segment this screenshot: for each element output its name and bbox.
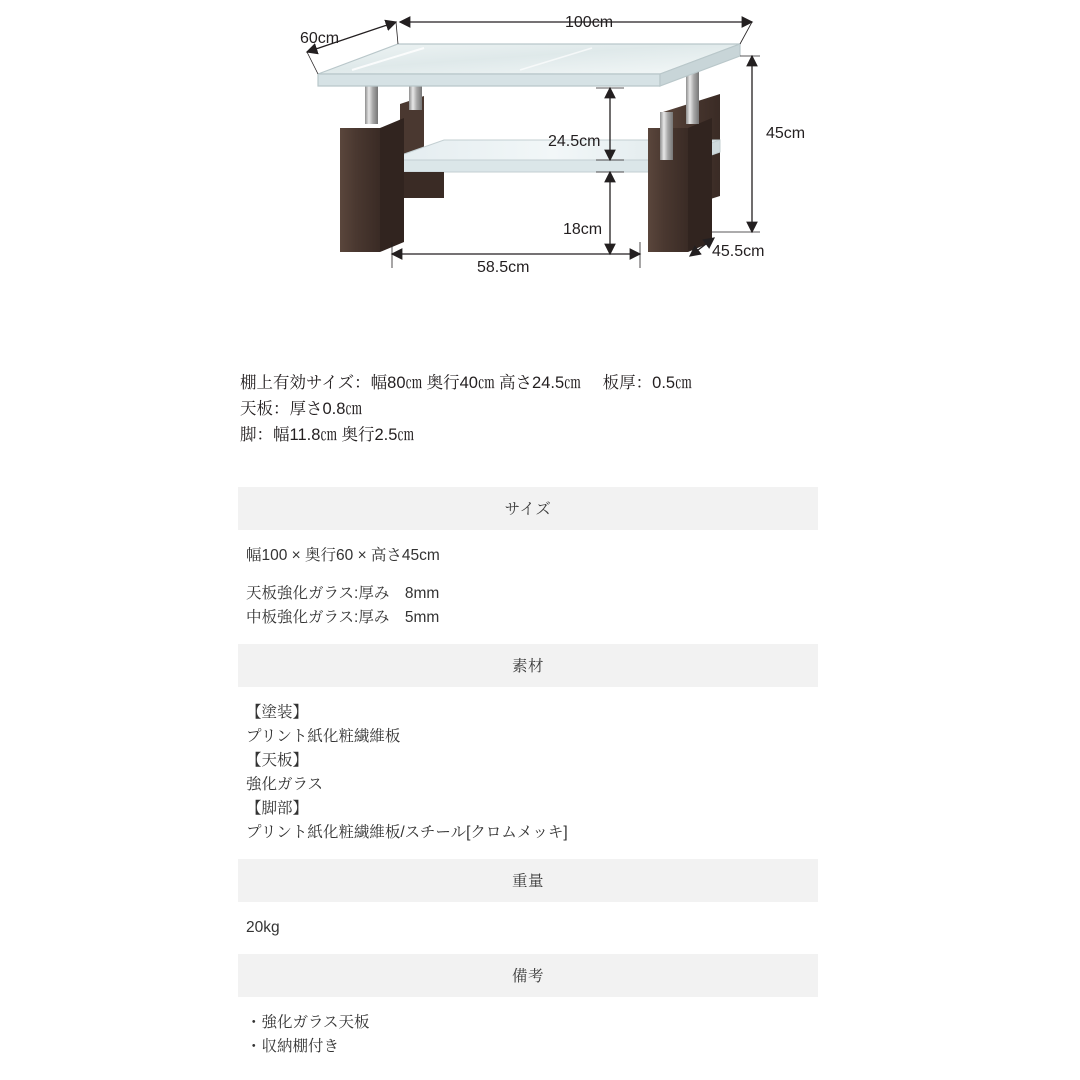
material-line-1: 【塗装】 (246, 704, 309, 721)
weight-line-1: 20kg (246, 919, 280, 936)
chrome-post-front-right (660, 112, 673, 160)
size-line-2: 天板強化ガラス:厚み 8mm (246, 585, 440, 602)
material-line-4: 強化ガラス (246, 776, 324, 793)
table-dimension-diagram (0, 0, 1080, 330)
remarks-line-2: ・収納棚付き (246, 1038, 340, 1055)
spec-note-line-1 (240, 370, 860, 396)
section-body-material (238, 687, 818, 859)
material-line-2: プリント紙化粧繊維板 (246, 728, 401, 745)
dim-label-leg-span-depth: 45.5cm (712, 243, 765, 260)
section-header-material: 素材 (238, 644, 818, 687)
section-header-size: サイズ (238, 487, 818, 530)
dim-label-leg-span-width: 58.5cm (477, 259, 530, 276)
spec-note-line-1a: 棚上有効サイズ：幅80㎝ 奥行40㎝ 高さ24.5㎝ (240, 374, 581, 392)
dim-label-total-height: 45cm (766, 125, 806, 142)
section-header-remarks: 備考 (238, 954, 818, 997)
section-body-size (238, 530, 818, 644)
size-line-3: 中板強化ガラス:厚み 5mm (246, 609, 440, 626)
dim-label-depth-top: 60cm (300, 30, 340, 47)
material-line-5: 【脚部】 (246, 800, 309, 817)
center-bracket (404, 172, 444, 198)
leg-front-right (648, 118, 712, 252)
dim-label-shelf-height: 18cm (563, 221, 603, 238)
material-line-6: プリント紙化粧繊維板/スチール[クロムメッキ] (246, 824, 568, 841)
spec-note-line-1b: 板厚：0.5㎝ (602, 374, 692, 392)
size-spacer (246, 568, 818, 582)
spec-note-line-2: 天板：厚さ0.8㎝ (240, 400, 362, 418)
spec-note-line-3: 脚：幅11.8㎝ 奥行2.5㎝ (240, 426, 414, 444)
spec-note (240, 370, 860, 448)
section-header-weight: 重量 (238, 859, 818, 902)
diagram-svg (0, 0, 1080, 330)
dim-label-width-top: 100cm (565, 14, 614, 31)
spec-table (238, 487, 818, 1073)
section-body-weight (238, 902, 818, 954)
top-glass-panel (318, 44, 740, 86)
size-line-1: 幅100 × 奥行60 × 高さ45cm (246, 547, 440, 564)
section-body-remarks (238, 997, 818, 1073)
leg-front-left (340, 118, 404, 252)
dim-label-shelf-clearance: 24.5cm (548, 133, 601, 150)
remarks-line-1: ・強化ガラス天板 (246, 1014, 370, 1031)
material-line-3: 【天板】 (246, 752, 309, 769)
